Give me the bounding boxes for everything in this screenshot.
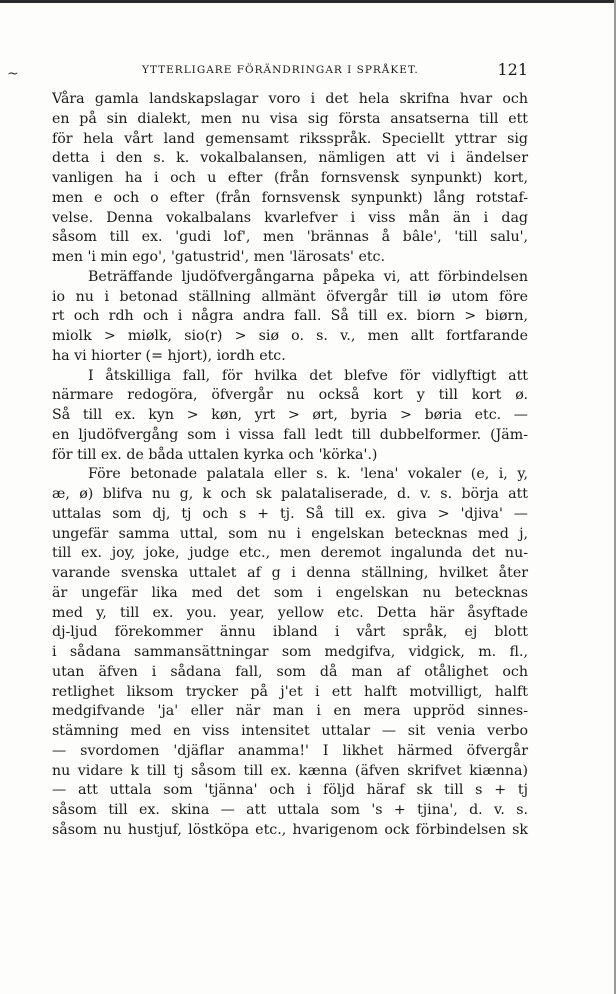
text-line: en ljudöfvergång som i vissa fall ledt till dubbelformer. (Jäm-: [52, 426, 528, 443]
text-line: io nu i betonad ställning allmänt öfvergår till iø utom före: [52, 288, 528, 305]
text-line: I åtskilliga fall, för hvilka det blefve för vidlyftigt att: [88, 367, 528, 384]
text-line: dj-ljud förekommer ännu ibland i vårt språk, ej blott: [52, 624, 528, 641]
text-line: vanligen ha i och u efter (från fornsvensk synpunkt) kort,: [52, 170, 528, 186]
body-text: [52, 90, 528, 841]
top-border-rule: [0, 0, 616, 3]
text-line: såsom till ex. 'gudi lof', men 'brännas å bâle', 'till salu',: [52, 229, 528, 246]
text-line: en på sin dialekt, men nu visa sig första ansatserna till ett: [52, 110, 528, 127]
text-line: ungefär samma uttal, som nu i engelskan betecknas med j,: [52, 525, 528, 542]
text-line: Före betonade palatala eller s. k. 'lena' vokaler (e, i, y,: [88, 466, 528, 483]
text-line: æ, ø) blifva nu g, k och sk palataliserade, d. v. s. börja att: [52, 486, 528, 502]
page-number: 121: [497, 60, 528, 79]
text-line: såsom till ex. skina — att uttala som 's + tjina', d. v. s.: [52, 802, 528, 818]
text-line: stämning med en viss intensitet uttalar — sit venia verbo: [52, 723, 528, 739]
text-line: Beträffande ljudöfvergångarna påpeka vi, att förbindelsen: [88, 268, 528, 285]
page-header: [52, 62, 528, 82]
text-line: utan äfven i sådana fall, som då man af otålighet och: [52, 663, 528, 680]
text-line: men 'i min ego', 'gatustrid', men 'lärosats' etc.: [52, 249, 386, 265]
text-line: nu vidare k till tj såsom till ex. kænna (äfven skrifvet kiænna): [52, 762, 528, 779]
text-line: medgifvande 'ja' eller när man i en mera uppröd sinnes-: [52, 703, 528, 720]
running-title: YTTERLIGARE FÖRÄNDRINGAR I SPRÅKET.: [142, 64, 419, 76]
text-line: varande svenska uttalet af g i denna ställning, hvilket åter: [52, 565, 528, 581]
margin-mark: ~: [7, 66, 19, 82]
text-line: retlighet liksom trycker på j'et i ett halft motvilligt, halft: [52, 683, 528, 700]
text-line: rt och rdh och i några andra fall. Så till ex. biorn > biørn,: [52, 308, 528, 325]
text-line: — svordomen 'djäflar anamma!' I likhet härmed öfvergår: [52, 742, 528, 759]
text-line: velse. Denna vokalbalans kvarlefver i viss mån än i dag: [52, 209, 528, 226]
text-line: till ex. joy, joke, judge etc., men deremot ingalunda det nu-: [52, 545, 528, 562]
text-line: men e och o efter (från fornsvensk synpunkt) lång rotstaf-: [52, 189, 528, 206]
text-line: detta i den s. k. vokalbalansen, nämligen att vi i ändelser: [52, 150, 528, 167]
text-line: — att uttala som 'tjänna' och i följd häraf sk till s + tj: [52, 782, 528, 799]
text-line: Så till ex. kyn > køn, yrt > ørt, byria > børia etc. —: [52, 407, 528, 423]
text-line: är ungefär lika med det som i engelskan nu betecknas: [52, 584, 528, 601]
text-line: såsom nu hustjuf, löstköpa etc., hvarigenom ock förbindelsen sk: [52, 821, 528, 838]
text-line: närmare redogöra, öfvergår nu också kort y till kort ø.: [52, 387, 528, 404]
text-line: med y, till ex. you. year, yellow etc. Detta här åsyftade: [52, 604, 528, 621]
text-line: miolk > miølk, sio(r) > siø o. s. v., men allt fortfarande: [52, 328, 528, 344]
text-line: i sådana sammansättningar som medgifva, vidgick, m. fl.,: [52, 644, 528, 660]
text-line: för hela vårt land gemensamt riksspråk. Speciellt yttrar sig: [52, 130, 528, 147]
text-line: ha vi hiorter (= hjort), iordh etc.: [52, 347, 286, 364]
text-line: Våra gamla landskapslagar voro i det hela skrifna hvar och: [52, 91, 528, 107]
text-line: för till ex. de båda uttalen kyrka och 'körka'.): [52, 446, 378, 463]
text-line: uttalas som dj, tj och s + tj. Så till ex. giva > 'djiva' —: [52, 505, 528, 522]
